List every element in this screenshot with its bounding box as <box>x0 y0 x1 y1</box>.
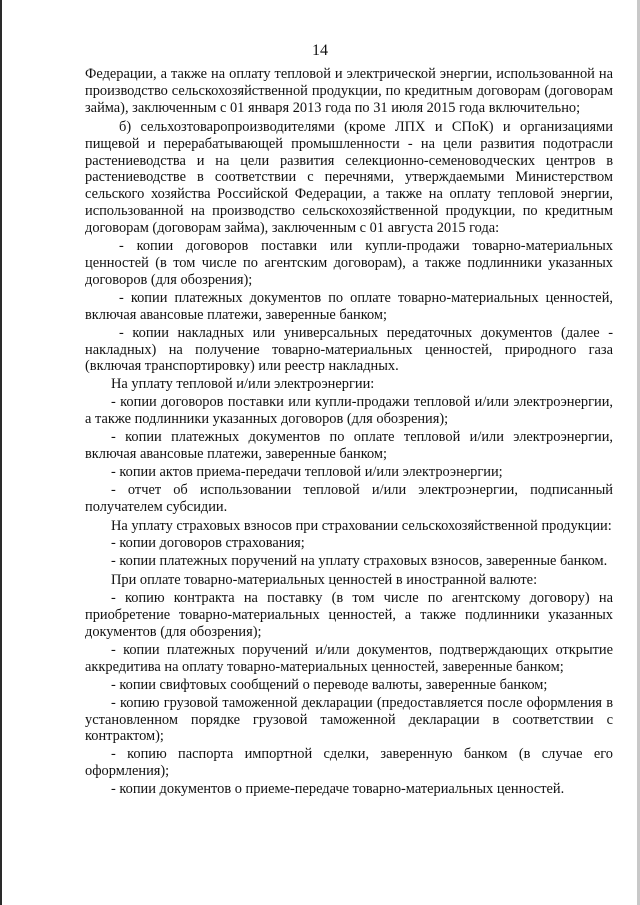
list-item: - копии платежных поручений и/или документов, подтверждающих открытие аккредитива на оплату товарно-материальных ценностей, заверенные банком; <box>85 641 613 675</box>
section-heading: На уплату страховых взносов при страховании сельскохозяйственной продукции: <box>111 517 612 534</box>
list-item: - копию грузовой таможенной декларации (предоставляется после оформления в установленном порядке грузовой таможенной декларации в соответствии с контрактом); <box>85 694 613 745</box>
section-heading: При оплате товарно-материальных ценностей в иностранной валюте: <box>111 572 538 589</box>
list-item: - копии договоров страхования; <box>111 535 305 552</box>
paragraph-continuation: Федерации, а также на оплату тепловой и электрической энергии, использованной на производство сельскохозяйственной продукции, по кредитным договорам (договорам займа), заключенным с 01 января 2013 года по 31 июля 2015 года включительно; <box>85 66 613 116</box>
list-item: - копии накладных или универсальных передаточных документов (далее - накладных) на получение товарно-материальных ценностей, природного газа (включая транспортировку) или реестр накладных. <box>85 324 613 375</box>
section-heading: На уплату тепловой и/или электроэнергии: <box>111 376 375 393</box>
scan-edge-left <box>0 0 2 905</box>
list-item: - копии свифтовых сообщений о переводе валюты, заверенные банком; <box>111 676 548 693</box>
document-body <box>85 66 613 799</box>
list-item: - копии актов приема-передачи тепловой и/или электроэнергии; <box>111 463 503 480</box>
page-number: 14 <box>312 42 328 59</box>
list-item: - копии договоров поставки или купли-продажи товарно-материальных ценностей (в том числе по агентским договорам), а также подлинники указанных договоров (для обозрения); <box>85 238 613 288</box>
list-item: - копии платежных документов по оплате тепловой и/или электроэнергии, включая авансовые платежи, заверенные банком; <box>85 429 613 462</box>
list-item: - копию контракта на поставку (в том числе по агентскому договору) на приобретение товарно-материальных ценностей, а также подлинники указанных документов (для обозрения); <box>85 590 613 640</box>
list-item: - копии платежных поручений на уплату страховых взносов, заверенные банком. <box>111 553 608 570</box>
paragraph-item-b: б) сельхозтоваропроизводителями (кроме ЛПХ и СПоК) и организациями пищевой и перерабатывающей промышленности - на цели развития подотрасли растениеводства и на цели развития селекционно-семеноводческих центров в растениеводстве в соответствии с перечнями, утверждаемыми Министерством сельского хозяйства Российской Федерации, а также на оплату тепловой энергии, использованной на производство сельскохозяйственной продукции, по кредитным договорам (договорам займа), заключенным с 01 августа 2015 года: <box>85 118 613 237</box>
list-item: - копию паспорта импортной сделки, заверенную банком (в случае его оформления); <box>85 746 613 780</box>
list-item: - отчет об использовании тепловой и/или электроэнергии, подписанный получателем субсидии. <box>85 481 613 515</box>
list-item: - копии документов о приеме-передаче товарно-материальных ценностей. <box>111 781 565 798</box>
list-item: - копии договоров поставки или купли-продажи тепловой и/или электроэнергии, а также подлинники указанных договоров (для обозрения); <box>85 394 613 428</box>
list-item: - копии платежных документов по оплате товарно-материальных ценностей, включая авансовые платежи, заверенные банком; <box>85 289 613 323</box>
